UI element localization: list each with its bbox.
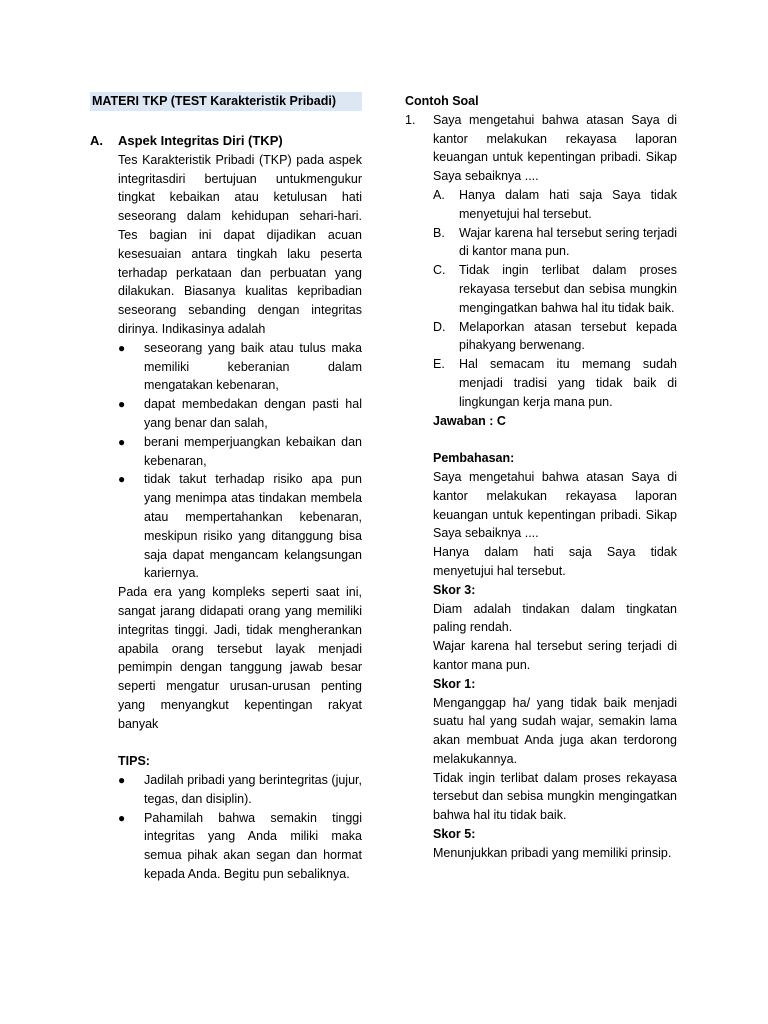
answer-option xyxy=(433,261,677,317)
option-text: Hanya dalam hati saja Saya tidak menyetujui hal tersebut. xyxy=(459,187,677,221)
option-letter: E. xyxy=(433,357,445,372)
document-header: MATERI TKP (TEST Karakteristik Pribadi) xyxy=(90,92,362,111)
discussion-title: Pembahasan: xyxy=(433,451,515,466)
option-letter: B. xyxy=(433,225,445,240)
question-item xyxy=(405,111,677,186)
bullet-icon: ● xyxy=(118,434,126,449)
answer-option xyxy=(433,186,677,224)
bullet-icon: ● xyxy=(118,472,126,487)
bullet-icon: ● xyxy=(118,397,126,412)
list-item xyxy=(118,433,362,471)
discussion-text: Hanya dalam hati saja Saya tidak menyetujui hal tersebut. xyxy=(433,545,677,578)
score-label: Skor 1: xyxy=(433,676,476,691)
tip-item xyxy=(118,771,362,809)
section-heading xyxy=(90,132,362,151)
list-item-text: tidak takut terhadap risiko apa pun yang menimpa atas tindakan membela atau mempertahankan kebenaran, meskipun risiko yang ditanggung bisa saja dapat mengancam kelangsungan kariernya. xyxy=(144,472,362,581)
question-number: 1. xyxy=(405,112,416,127)
section-title: Aspek Integritas Diri (TKP) xyxy=(118,133,283,148)
bullet-icon: ● xyxy=(118,773,126,788)
discussion-text: Menganggap ha/ yang tidak baik menjadi suatu hal yang sudah wajar, semakin lama akan membuat Anda juga akan terdorong melakukannya. xyxy=(433,695,677,766)
score-label: Skor 3: xyxy=(433,582,476,597)
list-item xyxy=(118,395,362,433)
answer-option xyxy=(433,224,677,262)
option-letter: A. xyxy=(433,187,445,202)
bullet-icon: ● xyxy=(118,810,126,825)
bullet-icon: ● xyxy=(118,340,126,355)
option-text: Tidak ingin terlibat dalam proses rekayasa tersebut dan sebisa mungkin mengingatkan bahwa hal itu tidak baik. xyxy=(459,263,677,315)
option-letter: C. xyxy=(433,263,446,278)
list-item xyxy=(118,470,362,583)
discussion-question: Saya mengetahui bahwa atasan Saya di kantor melakukan rekayasa laporan keuangan untuk kepentingan pribadi. Sikap Saya sebaiknya .... xyxy=(433,469,677,541)
discussion-text: Tidak ingin terlibat dalam proses rekayasa tersebut dan sebisa mungkin mengingatkan bahwa hal itu tidak baik. xyxy=(433,770,677,823)
question-text: Saya mengetahui bahwa atasan Saya di kantor melakukan rekayasa laporan keuangan untuk kepentingan pribadi. Sikap Saya sebaiknya .... xyxy=(433,112,677,184)
closing-paragraph: Pada era yang kompleks seperti saat ini, sangat jarang didapati orang yang memiliki integritas tinggi. Jadi, tidak mengherankan apabila orang tersebut layak menjadi pemimpin dengan tanggung jawab besar seperti mengatur urusan-urusan penting yang menyangkut kepentingan rakyat banyak xyxy=(118,585,362,731)
option-text: Wajar karena hal tersebut sering terjadi di kantor mana pun. xyxy=(459,225,677,259)
option-text: Hal semacam itu memang sudah menjadi tradisi yang tidak baik di lingkungan kerja mana pun. xyxy=(459,357,677,409)
discussion-text: Menunjukkan pribadi yang memiliki prinsip. xyxy=(433,845,672,860)
tips-title: TIPS: xyxy=(118,754,150,769)
tip-item xyxy=(118,809,362,884)
left-column xyxy=(90,92,362,884)
score-label: Skor 5: xyxy=(433,827,476,842)
section-letter: A. xyxy=(90,133,103,148)
intro-paragraph: Tes Karakteristik Pribadi (TKP) pada aspek integritasdiri bertujuan untukmengukur tingkat kebaikan atau ketulusan hati seseorang dalam kehidupan sehari-hari. Tes bagian ini dapat dijadikan acuan kesesuaian antara tingkah laku peserta terhadap perkataan dan perbuatan yang dilakukan. Biasanya kualitas kepribadian seseorang sebanding dengan integritas dirinya. Indikasinya adalah xyxy=(118,152,362,336)
list-item-text: dapat membedakan dengan pasti hal yang benar dan salah, xyxy=(144,397,362,430)
list-item-text: berani memperjuangkan kebaikan dan kebenaran, xyxy=(144,434,362,468)
right-column xyxy=(405,92,677,863)
tip-text: Pahamilah bahwa semakin tinggi integritas yang Anda miliki maka semua pihak akan segan dan hormat kepada Anda. Begitu pun sebaliknya. xyxy=(144,810,362,882)
list-item-text: seseorang yang baik atau tulus maka memiliki keberanian dalam mengatakan kebenaran, xyxy=(144,340,362,393)
discussion-text: Wajar karena hal tersebut sering terjadi di kantor mana pun. xyxy=(433,639,677,672)
list-item xyxy=(118,339,362,395)
discussion-text: Diam adalah tindakan dalam tingkatan paling rendah. xyxy=(433,601,677,635)
tip-text: Jadilah pribadi yang berintegritas (jujur, tegas, dan disiplin). xyxy=(144,773,362,806)
answer-option xyxy=(433,355,677,411)
option-text: Melaporkan atasan tersebut kepada pihakyang berwenang. xyxy=(459,319,677,353)
option-letter: D. xyxy=(433,319,446,334)
answer-key: Jawaban : C xyxy=(433,413,506,428)
answer-option xyxy=(433,318,677,356)
example-title: Contoh Soal xyxy=(405,94,479,108)
